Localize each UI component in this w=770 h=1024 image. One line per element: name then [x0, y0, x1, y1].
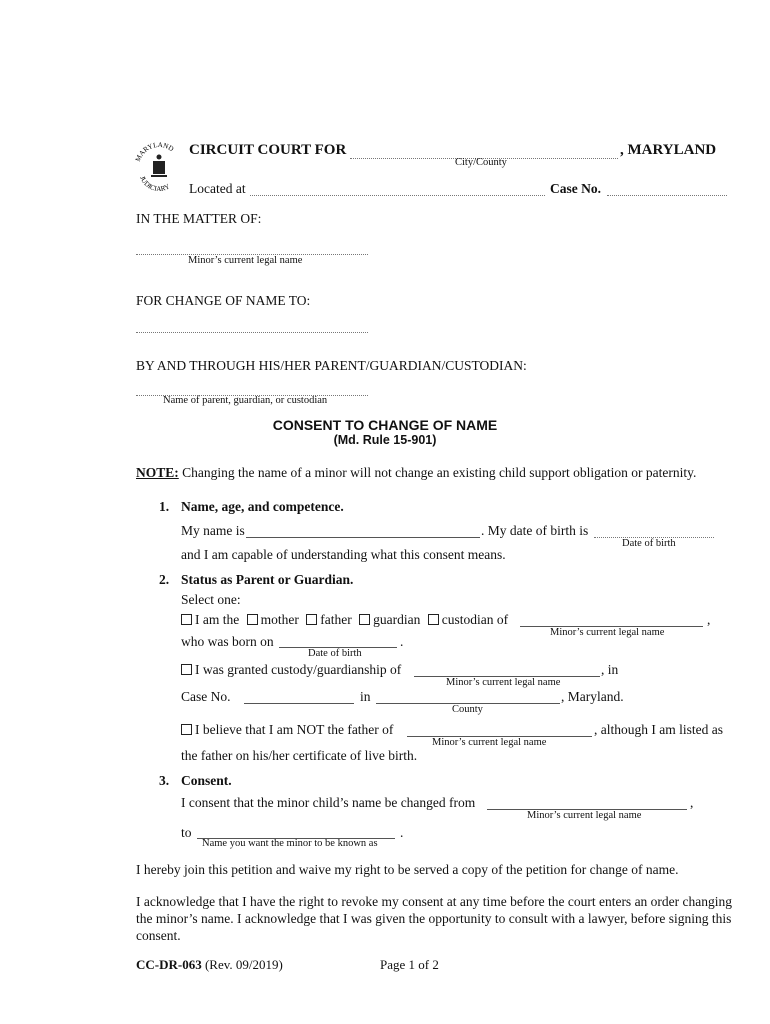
seal-bottom-text: JUDICIARY [138, 174, 171, 194]
my-name-label: My name is [181, 523, 245, 538]
form-revision: (Rev. 09/2019) [201, 957, 283, 972]
certificate-text: the father on his/her certificate of live birth. [181, 748, 418, 763]
join-paragraph: I hereby join this petition and waive my right to be served a copy of the petition for change of name. [136, 862, 679, 877]
change-to-label: FOR CHANGE OF NAME TO: [136, 293, 311, 308]
section-3-number: 3. [159, 773, 170, 788]
minor-dob-caption: Date of birth [308, 648, 362, 659]
form-title: CONSENT TO CHANGE OF NAME [272, 417, 498, 433]
select-one-label: Select one: [181, 592, 241, 607]
consent-to-label: to [181, 825, 192, 840]
granted-minor-caption: Minor’s current legal name [446, 677, 561, 688]
consent-text: I consent that the minor child’s name be changed from [181, 795, 476, 810]
form-id-code: CC-DR-063 [136, 957, 202, 972]
mother-checkbox[interactable] [247, 614, 258, 625]
not-father-row [181, 722, 393, 738]
city-county-caption: City/County [455, 157, 507, 168]
section-1-heading: Name, age, and competence. [181, 499, 344, 514]
father-checkbox[interactable] [306, 614, 317, 625]
form-id [136, 957, 283, 973]
parent-name-caption: Name of parent, guardian, or custodian [163, 395, 328, 406]
guardian-label: guardian [373, 612, 421, 627]
not-father-label: I believe that I am NOT the father of [195, 722, 394, 737]
not-father-minor-caption: Minor’s current legal name [432, 737, 547, 748]
acknowledge-paragraph: I acknowledge that I have the right to revoke my consent at any time before the court enters an order changing the minor’s name. I acknowledge that I was given the opportunity to consult with a lawyer, before signing this consent. [136, 894, 733, 943]
born-on-period: . [400, 634, 404, 649]
granted-checkbox[interactable] [181, 664, 192, 675]
svg-text:JUDICIARY [138, 175, 171, 193]
svg-text:MARYLAND [134, 141, 175, 163]
note-label: NOTE: [136, 465, 179, 480]
although-label: , although I am listed as [594, 722, 723, 737]
located-at-label: Located at [189, 181, 246, 196]
maryland-judiciary-seal [133, 141, 185, 195]
capable-text: and I am capable of understanding what this consent means. [181, 547, 506, 562]
case-no-field[interactable] [607, 195, 727, 196]
consent-comma: , [690, 795, 694, 810]
mother-label: mother [260, 612, 299, 627]
section-2-heading: Status as Parent or Guardian. [181, 572, 354, 587]
page-number: Page 1 of 2 [380, 957, 439, 972]
granted-in-label: , in [601, 662, 619, 677]
granted-row [181, 662, 401, 678]
consent-from-caption: Minor’s current legal name [527, 810, 642, 821]
section-2-number: 2. [159, 572, 170, 587]
granted-in-word: in [360, 689, 371, 704]
custodian-label: custodian of [441, 612, 509, 627]
consent-period: . [400, 825, 404, 840]
i-am-checkbox[interactable] [181, 614, 192, 625]
section-3-heading: Consent. [181, 773, 232, 788]
by-and-through-label: BY AND THROUGH HIS/HER PARENT/GUARDIAN/CUSTODIAN: [136, 358, 527, 373]
father-label: father [320, 612, 352, 627]
in-the-matter-label: IN THE MATTER OF: [136, 211, 262, 226]
new-name-field[interactable] [136, 332, 368, 333]
i-am-label: I am the [195, 612, 240, 627]
granted-maryland-label: , Maryland. [561, 689, 624, 704]
case-no-label: Case No. [550, 181, 601, 196]
seal-shield [153, 161, 165, 174]
court-label: CIRCUIT COURT FOR [189, 142, 347, 158]
seal-crest [157, 155, 162, 160]
guardian-checkbox[interactable] [359, 614, 370, 625]
not-father-checkbox[interactable] [181, 724, 192, 735]
state-label: , MARYLAND [620, 142, 717, 158]
born-on-label: who was born on [181, 634, 274, 649]
my-name-field[interactable] [246, 537, 480, 538]
section-1-number: 1. [159, 499, 170, 514]
custodian-comma: , [707, 612, 711, 627]
dob-label: . My date of birth is [481, 523, 589, 538]
status-options-row [181, 612, 508, 628]
note [136, 465, 696, 481]
form-rule: (Md. Rule 15-901) [333, 433, 437, 447]
granted-label: I was granted custody/guardianship of [195, 662, 402, 677]
my-dob-caption: Date of birth [622, 538, 676, 549]
granted-county-caption: County [452, 704, 483, 715]
new-name-caption: Name you want the minor to be known as [202, 838, 378, 849]
seal-base [151, 175, 167, 177]
located-at-field[interactable] [250, 195, 545, 196]
granted-case-no-label: Case No. [181, 689, 231, 704]
custodian-minor-caption: Minor’s current legal name [550, 627, 665, 638]
seal-top-text: MARYLAND [133, 141, 176, 163]
granted-case-no-field[interactable] [244, 703, 354, 704]
minor-name-caption: Minor’s current legal name [188, 255, 303, 266]
note-text: Changing the name of a minor will not change an existing child support obligation or paternity. [178, 465, 697, 480]
custodian-checkbox[interactable] [428, 614, 439, 625]
